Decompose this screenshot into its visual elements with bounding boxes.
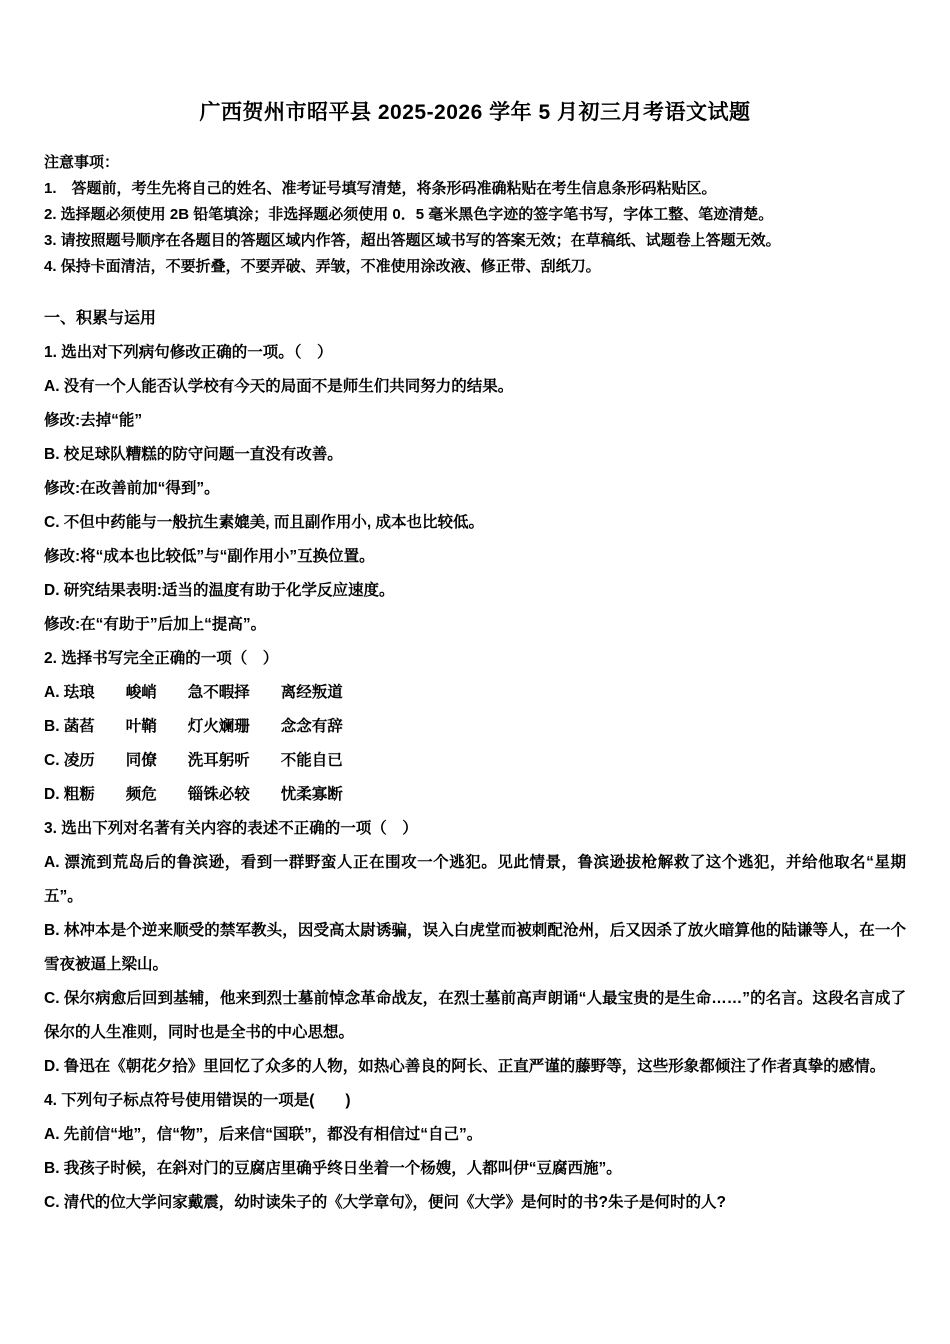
notice-item: 2. 选择题必须使用 2B 铅笔填涂；非选择题必须使用 0．5 毫米黑色字迹的签字笔书写，字体工整、笔迹清楚。 (44, 206, 774, 223)
option-line: D. 鲁迅在《朝花夕拾》里回忆了众多的人物，如热心善良的阿长、正直严谨的藤野等，这些形象都倾注了作者真挚的感情。 (44, 1058, 886, 1075)
option-line: C. 不但中药能与一般抗生素媲美, 而且副作用小, 成本也比较低。 (44, 514, 485, 531)
option-line: D. 研究结果表明:适当的温度有助于化学反应速度。 (44, 582, 395, 599)
section-heading: 一、积累与运用 (44, 310, 157, 327)
notice-item: 4. 保持卡面清洁，不要折叠，不要弄破、弄皱，不准使用涂改液、修正带、刮纸刀。 (44, 258, 601, 275)
question-stem: 4. 下列句子标点符号使用错误的一项是( ) (44, 1092, 351, 1109)
option-line: C. 保尔病愈后回到基辅，他来到烈士墓前悼念革命战友，在烈士墓前高声朗诵“人最宝贵的是生命……”的名言。这段名言成了保尔的人生准则，同时也是全书的中心思想。 (44, 990, 906, 1041)
option-line: D. 粗粝 频危 锱铢必较 忧柔寡断 (44, 786, 343, 803)
notice-heading: 注意事项： (44, 154, 120, 171)
option-line: A. 珐琅 峻峭 急不暇择 离经叛道 (44, 684, 343, 701)
revision-note: 修改:去掉“能” (44, 412, 143, 429)
option-line: A. 漂流到荒岛后的鲁滨逊，看到一群野蛮人正在围攻一个逃犯。见此情景，鲁滨逊拔枪解救了这个逃犯，并给他取名“星期五”。 (44, 854, 906, 905)
question-stem: 3. 选出下列对名著有关内容的表述不正确的一项（ ） (44, 820, 418, 837)
option-line: B. 菡萏 叶鞘 灯火斓珊 念念有辞 (44, 718, 343, 735)
page-title: 广西贺州市昭平县 2025-2026 学年 5 月初三月考语文试题 (199, 101, 751, 124)
document-body (44, 150, 906, 1220)
option-line: B. 我孩子时候，在斜对门的豆腐店里确乎终日坐着一个杨嫂，人都叫伊“豆腐西施”。 (44, 1160, 622, 1177)
notice-item: 1. 答题前，考生先将自己的姓名、准考证号填写清楚，将条形码准确粘贴在考生信息条形码粘贴区。 (44, 180, 717, 197)
option-line: C. 清代的位大学问家戴震，幼时读朱子的《大学章句》，便问《大学》是何时的书?朱子是何时的人? (44, 1194, 726, 1211)
revision-note: 修改:在改善前加“得到”。 (44, 480, 220, 497)
option-line: B. 校足球队糟糕的防守问题一直没有改善。 (44, 446, 343, 463)
revision-note: 修改:将“成本也比较低”与“副作用小”互换位置。 (44, 548, 375, 565)
question-stem: 1. 选出对下列病句修改正确的一项。（ ） (44, 344, 333, 361)
revision-note: 修改:在“有助于”后加上“提高”。 (44, 616, 267, 633)
option-line: A. 先前信“地”，信“物”，后来信“国联”，都没有相信过“自己”。 (44, 1126, 483, 1143)
option-line: C. 凌历 同僚 洗耳躬听 不能自已 (44, 752, 343, 769)
question-stem: 2. 选择书写完全正确的一项（ ） (44, 650, 279, 667)
option-line: A. 没有一个人能否认学校有今天的局面不是师生们共同努力的结果。 (44, 378, 514, 395)
notice-item: 3. 请按照题号顺序在各题目的答题区域内作答，超出答题区域书写的答案无效；在草稿纸、试题卷上答题无效。 (44, 232, 781, 249)
option-line: B. 林冲本是个逆来顺受的禁军教头，因受高太尉诱骗，误入白虎堂而被刺配沧州，后又因杀了放火暗算他的陆谦等人，在一个雪夜被逼上梁山。 (44, 922, 906, 973)
